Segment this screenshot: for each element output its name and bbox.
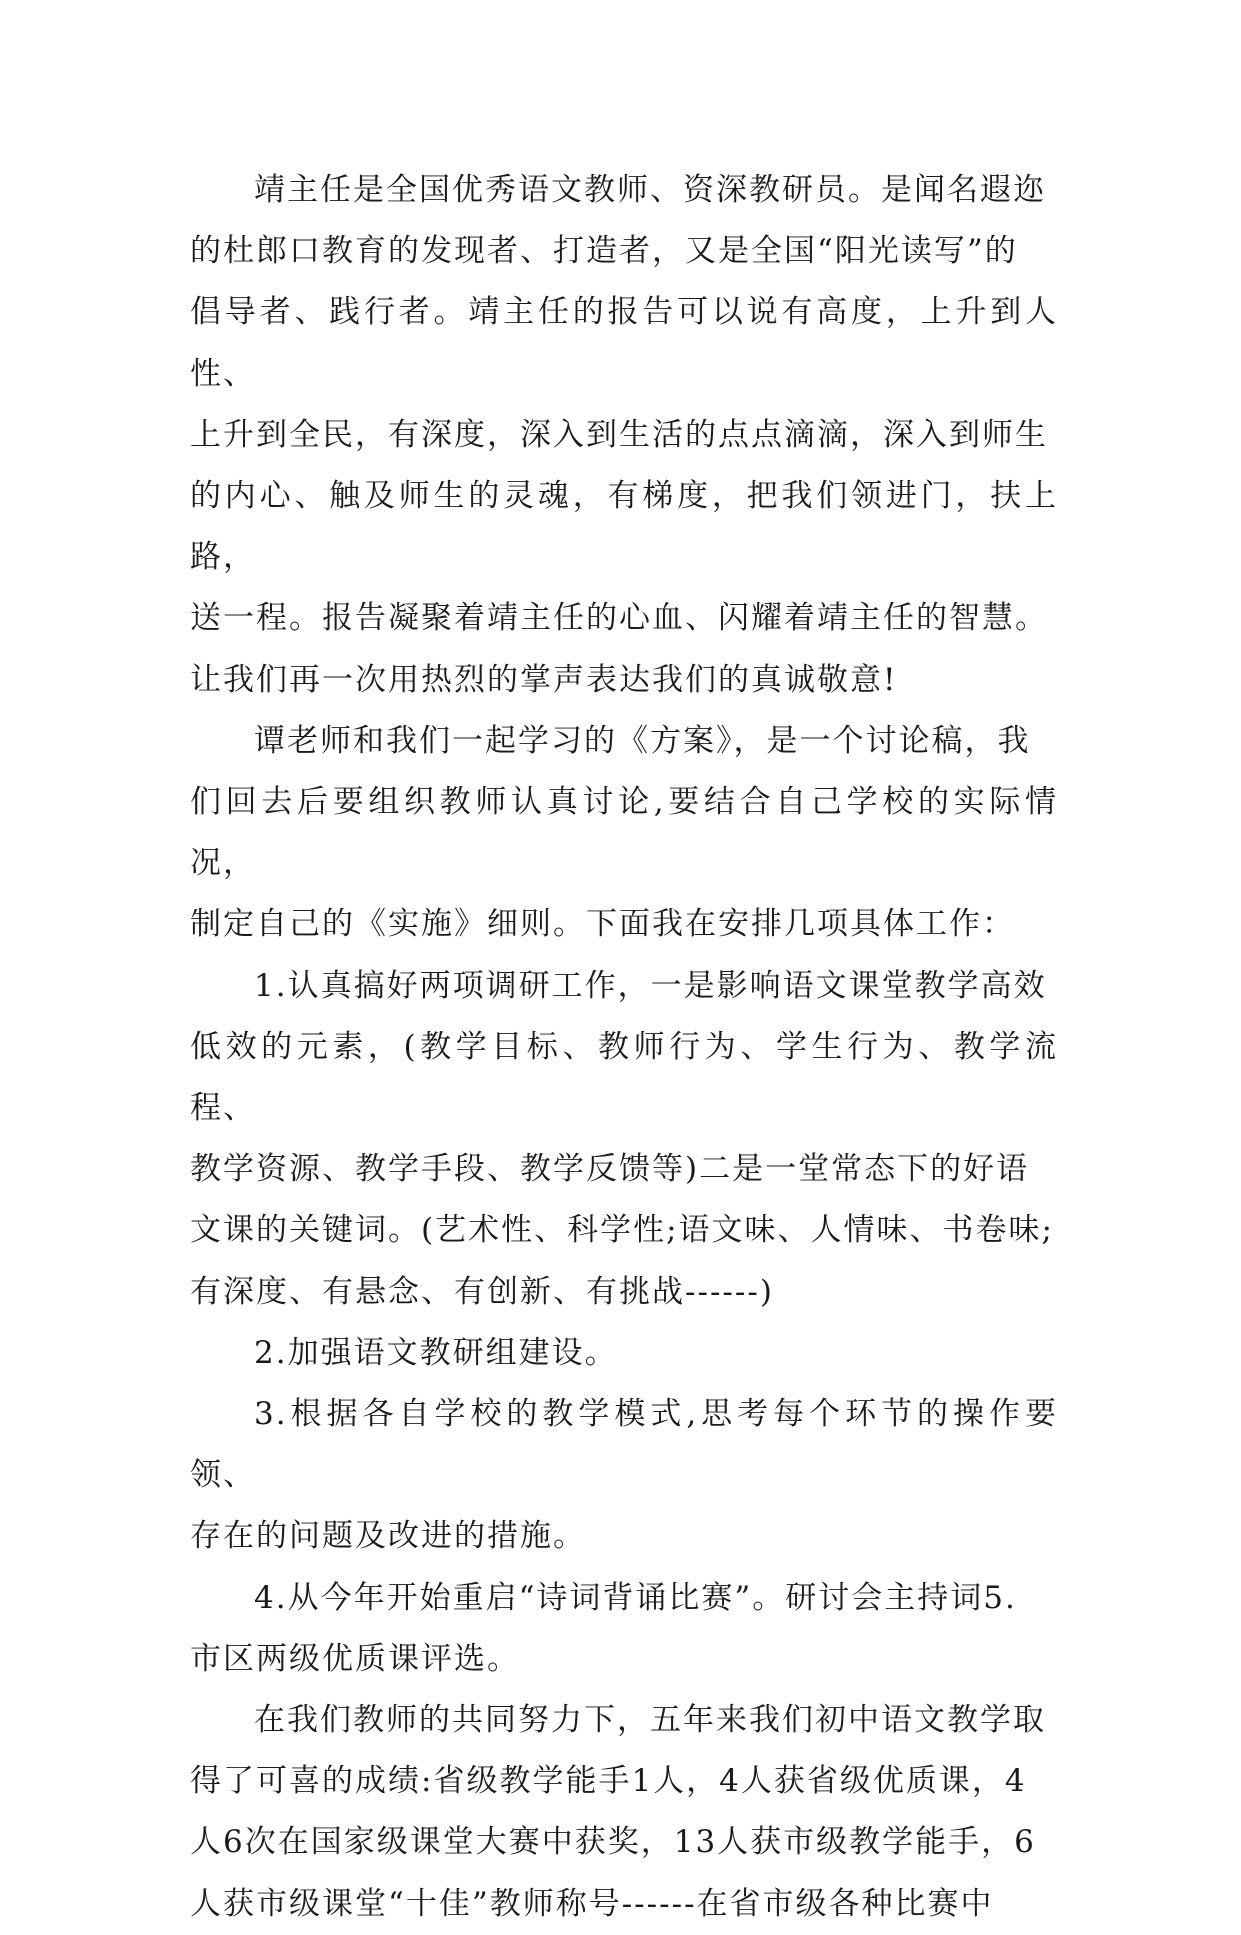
text-line: 在我们教师的共同努力下，五年来我们初中语文教学取 [254, 1702, 1046, 1739]
text-line: 人获市级课堂“十佳”教师称号------在省市级各种比赛中 [190, 1885, 994, 1922]
text-line: 靖主任是全国优秀语文教师、资深教研员。是闻名遐迩 [254, 172, 1046, 208]
text-line: 制定自己的《实施》细则。下面我在安排几项具体工作： [190, 906, 1015, 943]
text-line: 有深度、有悬念、有创新、有挑战------) [190, 1273, 774, 1310]
paragraph-5 [190, 1384, 1058, 1568]
text-line: 的内心、触及师生的灵魂，有梯度，把我们领进门，扶上路， [190, 478, 1058, 576]
text-line: 得了可喜的成绩:省级教学能手1人，4人获省级优质课，4 [190, 1763, 1027, 1800]
text-line: 的杜郎口教育的发现者、打造者，又是全国“阳光读写”的 [190, 233, 1018, 270]
text-line: 市区两级优质课评选。 [190, 1640, 520, 1677]
text-line: 低效的元素，(教学目标、教师行为、学生行为、教学流程、 [190, 1028, 1058, 1127]
paragraph-4 [190, 1323, 1058, 1384]
text-line: 3.根据各自学校的教学模式,思考每个环节的操作要领、 [190, 1396, 1058, 1494]
text-line: 让我们再一次用热烈的掌声表达我们的真诚敬意! [190, 661, 898, 698]
text-line: 存在的问题及改进的措施。 [190, 1518, 586, 1555]
text-line: 1.认真搞好两项调研工作，一是影响语文课堂教学高效 [254, 967, 1047, 1004]
text-line: 教学资源、教学手段、教学反馈等)二是一堂常态下的好语 [190, 1151, 1030, 1188]
document-body [190, 160, 1058, 1935]
text-line: 上升到全民，有深度，深入到生活的点点滴滴，深入到师生 [190, 416, 1048, 453]
text-line: 人6次在国家级课堂大赛中获奖，13人获市级教学能手，6 [190, 1824, 1036, 1861]
paragraph-6 [190, 1568, 1058, 1690]
text-line: 们回去后要组织教师认真讨论,要结合自己学校的实际情况， [190, 784, 1058, 882]
text-line: 文课的关键词。(艺术性、科学性;语文味、人情味、书卷味; [190, 1212, 1054, 1249]
text-line: 谭老师和我们一起学习的《方案》，是一个讨论稿，我 [254, 722, 1031, 759]
text-line: 倡导者、践行者。靖主任的报告可以说有高度，上升到人性、 [190, 294, 1058, 392]
paragraph-7 [190, 1690, 1058, 1935]
text-line: 4.从今年开始重启“诗词背诵比赛”。研讨会主持词5. [254, 1579, 1017, 1616]
paragraph-3 [190, 956, 1058, 1323]
text-line: 2.加强语文教研组建设。 [254, 1334, 618, 1371]
paragraph-2 [190, 711, 1058, 956]
paragraph-1 [190, 160, 1058, 711]
text-line: 送一程。报告凝聚着靖主任的心血、闪耀着靖主任的智慧。 [190, 600, 1048, 637]
